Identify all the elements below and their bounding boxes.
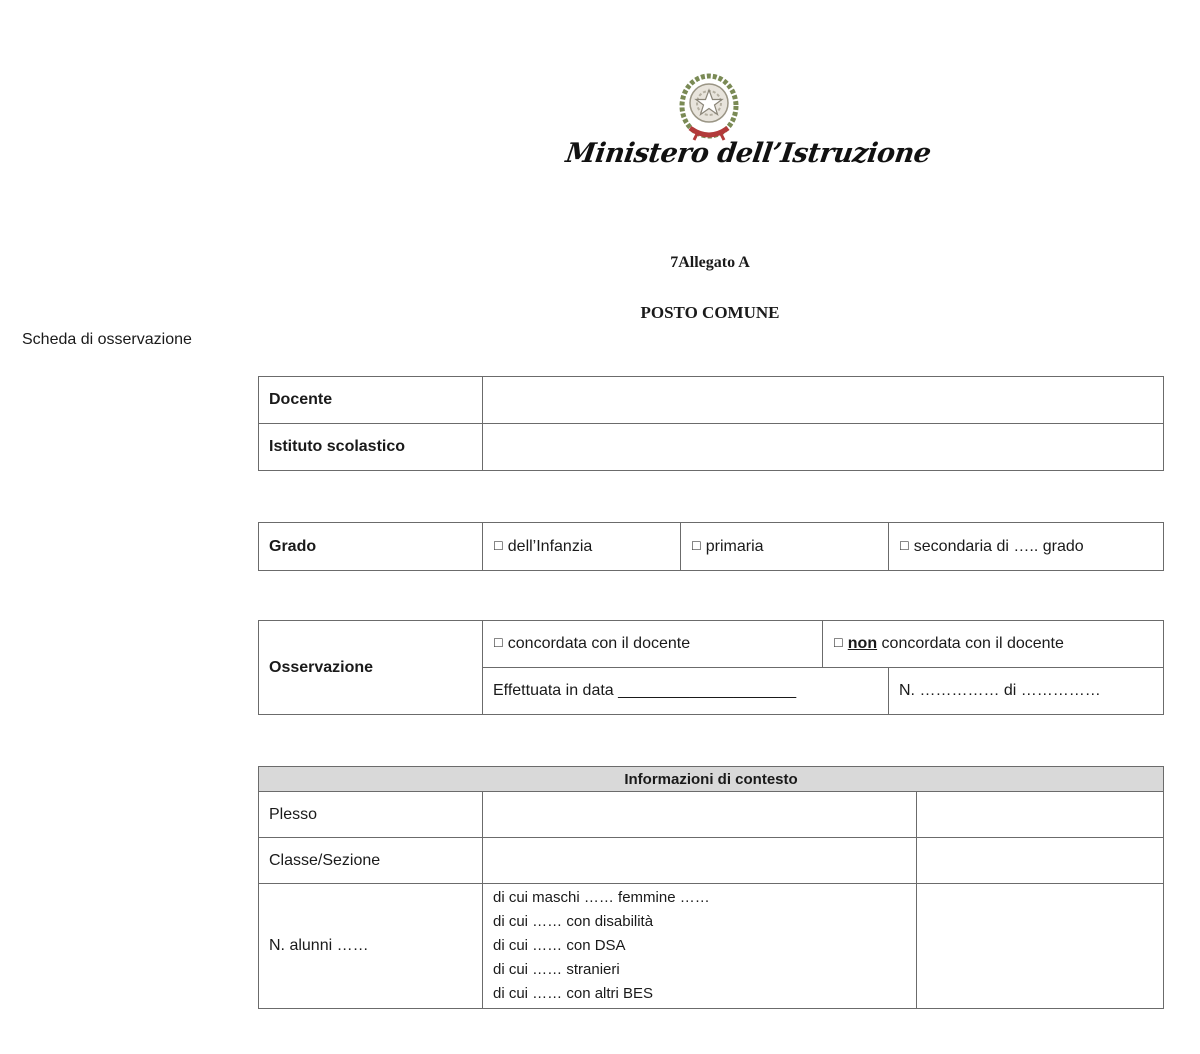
numero-field[interactable]: N. …………… di …………… [889,668,1164,715]
classe-label: Classe/Sezione [259,838,483,884]
alunni-extra-field[interactable] [917,884,1164,1009]
italian-republic-emblem-icon [676,70,742,142]
checkbox-icon[interactable]: ☐ [493,636,504,650]
classe-field[interactable] [483,838,917,884]
grado-label: Grado [259,523,483,571]
istituto-field[interactable] [483,424,1164,471]
docente-table [258,376,1164,471]
checkbox-icon[interactable]: ☐ [493,538,504,553]
date-blank[interactable]: ____________________ [618,682,797,699]
alunni-line: di cui …… con DSA [493,937,626,954]
alunni-line: di cui maschi …… femmine …… [493,889,710,906]
classe-extra-field[interactable] [917,838,1164,884]
osservazione-table [258,620,1164,715]
alunni-line: di cui …… stranieri [493,961,620,978]
contesto-header: Informazioni di contesto [259,767,1164,792]
docente-field[interactable] [483,377,1164,424]
alunni-breakdown[interactable] [483,884,917,1009]
concordata-option[interactable]: ☐ concordata con il docente [483,621,823,668]
data-field[interactable]: Effettuata in data ____________________ [483,668,889,715]
allegato-title: 7Allegato A [670,254,750,271]
plesso-label: Plesso [259,792,483,838]
osservazione-label: Osservazione [259,621,483,715]
ministry-name: Ministero dell’Istruzione [563,138,933,169]
plesso-extra-field[interactable] [917,792,1164,838]
alunni-line: di cui …… con altri BES [493,985,654,1002]
non-concordata-option[interactable]: ☐ non concordata con il docente [823,621,1164,668]
grado-option-secondaria[interactable]: ☐ secondaria di ….. grado [889,523,1164,571]
docente-label: Docente [259,377,483,424]
posto-title: POSTO COMUNE [640,303,780,322]
checkbox-icon[interactable]: ☐ [899,538,910,553]
grado-option-infanzia[interactable]: ☐ dell’Infanzia [483,523,681,571]
alunni-label[interactable]: N. alunni …… [259,884,483,1009]
grado-table [258,522,1164,571]
istituto-label: Istituto scolastico [259,424,483,471]
grado-option-primaria[interactable]: ☐ primaria [681,523,889,571]
plesso-field[interactable] [483,792,917,838]
checkbox-icon[interactable]: ☐ [833,636,844,650]
scheda-label: Scheda di osservazione [22,331,192,348]
alunni-line: di cui …… con disabilità [493,913,654,930]
contesto-table [258,766,1164,1009]
checkbox-icon[interactable]: ☐ [691,538,702,553]
